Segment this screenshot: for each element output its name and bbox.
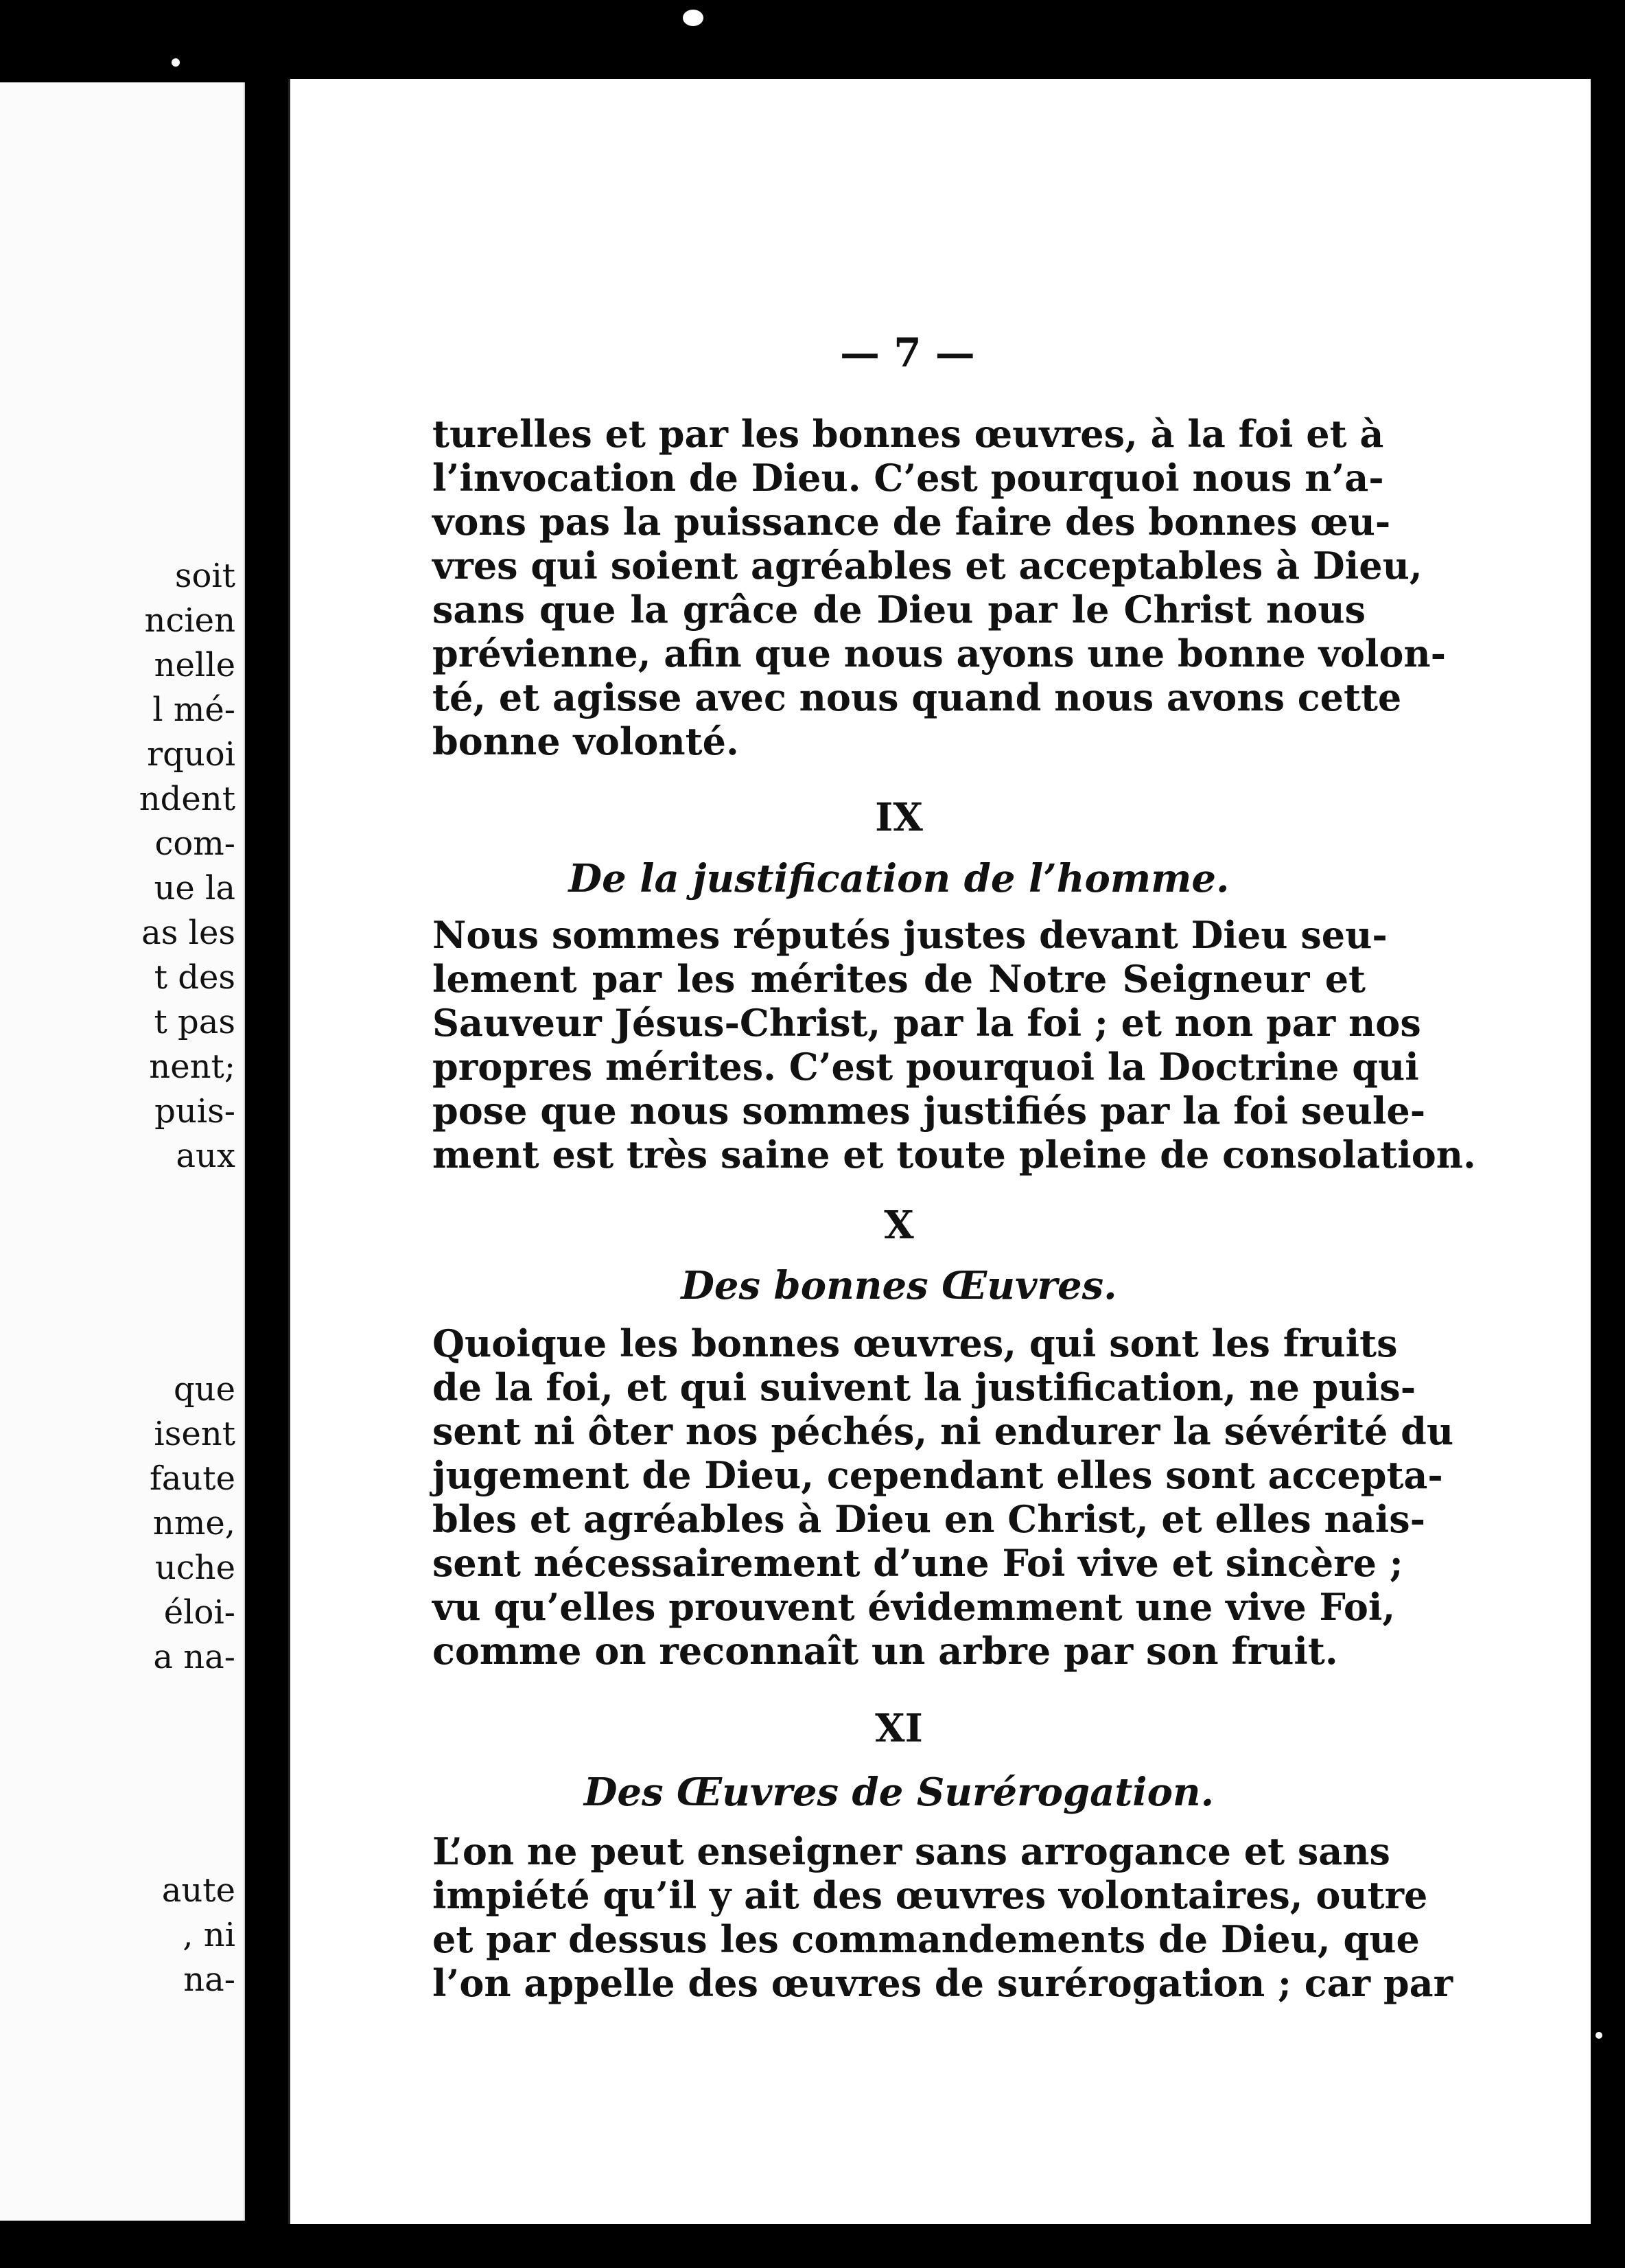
left-fragment: aux — [176, 1137, 235, 1175]
left-fragment: as les — [141, 914, 235, 952]
section-ix-paragraph — [432, 913, 1476, 1177]
text-line: comme on reconnaît un arbre par son fruit. — [432, 1629, 1338, 1673]
scan-speck — [1595, 2032, 1602, 2039]
text-line: pose que nous sommes justifiés par la foi seule- — [432, 1089, 1426, 1133]
text-line: prévienne, afin que nous ayons une bonne volon- — [432, 632, 1447, 675]
left-fragment: isent — [154, 1415, 235, 1453]
left-fragment: ncien — [144, 601, 235, 640]
left-fragment: , ni — [183, 1916, 235, 1954]
left-fragment: t des — [154, 958, 235, 997]
left-fragment: soit — [174, 557, 235, 595]
text-line: Nous sommes réputés justes devant Dieu seu- — [432, 913, 1388, 957]
text-line: l’on appelle des œuvres de surérogation ; car par — [432, 1961, 1453, 2005]
section-x-paragraph — [432, 1321, 1454, 1673]
scan-speck — [683, 10, 703, 26]
left-page — [0, 82, 245, 2221]
text-line: vres qui soient agréables et acceptables à Dieu, — [432, 544, 1423, 588]
text-line: propres mérites. C’est pourquoi la Doctrine qui — [432, 1045, 1419, 1089]
section-title-ix: De la justification de l’homme. — [568, 856, 1230, 901]
text-line: té, et agisse avec nous quand nous avons cette — [432, 675, 1402, 719]
text-line: bonne volonté. — [432, 719, 739, 763]
section-title-x: Des bonnes Œuvres. — [681, 1263, 1117, 1308]
text-line: bles et agréables à Dieu en Christ, et elles nais- — [432, 1497, 1426, 1541]
text-line: l’invocation de Dieu. C’est pourquoi nous n’a- — [432, 456, 1384, 500]
left-fragment: ue la — [154, 869, 235, 907]
left-fragment: faute — [150, 1459, 235, 1498]
left-fragment: uche — [154, 1549, 235, 1587]
section-numeral-ix: IX — [875, 795, 923, 840]
text-line: Sauveur Jésus-Christ, par la foi ; et non par nos — [432, 1001, 1421, 1045]
left-fragment: nme, — [152, 1504, 235, 1542]
text-line: turelles et par les bonnes œuvres, à la foi et à — [432, 412, 1384, 456]
left-fragment: rquoi — [147, 735, 235, 774]
left-fragment: ndent — [139, 780, 235, 818]
text-line: et par dessus les commandements de Dieu, que — [432, 1917, 1420, 1961]
left-fragment: nelle — [154, 646, 235, 684]
left-fragment: éloi- — [163, 1593, 235, 1632]
page-number: — 7 — — [840, 329, 975, 376]
section-title-xi: Des Œuvres de Surérogation. — [583, 1770, 1215, 1815]
text-line: lement par les mérites de Notre Seigneur et — [432, 957, 1366, 1001]
left-fragment: na- — [183, 1960, 235, 1999]
scan-speck — [172, 58, 180, 67]
text-line: vons pas la puissance de faire des bonnes œu- — [432, 500, 1391, 544]
text-line: sans que la grâce de Dieu par le Christ nous — [432, 588, 1366, 632]
left-fragment: puis- — [154, 1092, 235, 1131]
left-fragment: com- — [154, 824, 235, 863]
section-numeral-xi: XI — [875, 1706, 923, 1751]
text-line: L’on ne peut enseigner sans arrogance et sans — [432, 1829, 1390, 1873]
left-fragment: que — [173, 1370, 235, 1409]
text-line: sent nécessairement d’une Foi vive et sincère ; — [432, 1541, 1403, 1585]
left-fragment: t pas — [154, 1003, 235, 1041]
text-line: sent ni ôter nos péchés, ni endurer la sévérité du — [432, 1409, 1454, 1453]
text-line: impiété qu’il y ait des œuvres volontaires, outre — [432, 1873, 1428, 1917]
text-line: ment est très saine et toute pleine de consolation. — [432, 1133, 1476, 1177]
text-line: de la foi, et qui suivent la justification, ne puis- — [432, 1365, 1416, 1409]
text-line: Quoique les bonnes œuvres, qui sont les fruits — [432, 1321, 1398, 1365]
text-line: vu qu’elles prouvent évidemment une vive Foi, — [432, 1585, 1396, 1629]
left-fragment: nent; — [149, 1048, 235, 1086]
text-line: jugement de Dieu, cependant elles sont accepta- — [432, 1453, 1443, 1497]
left-fragment: a na- — [153, 1638, 235, 1676]
intro-paragraph — [432, 412, 1447, 763]
section-numeral-x: X — [884, 1203, 914, 1248]
section-xi-paragraph — [432, 1829, 1453, 2005]
left-fragment: aute — [161, 1871, 235, 1910]
left-fragment: l mé- — [152, 691, 235, 729]
